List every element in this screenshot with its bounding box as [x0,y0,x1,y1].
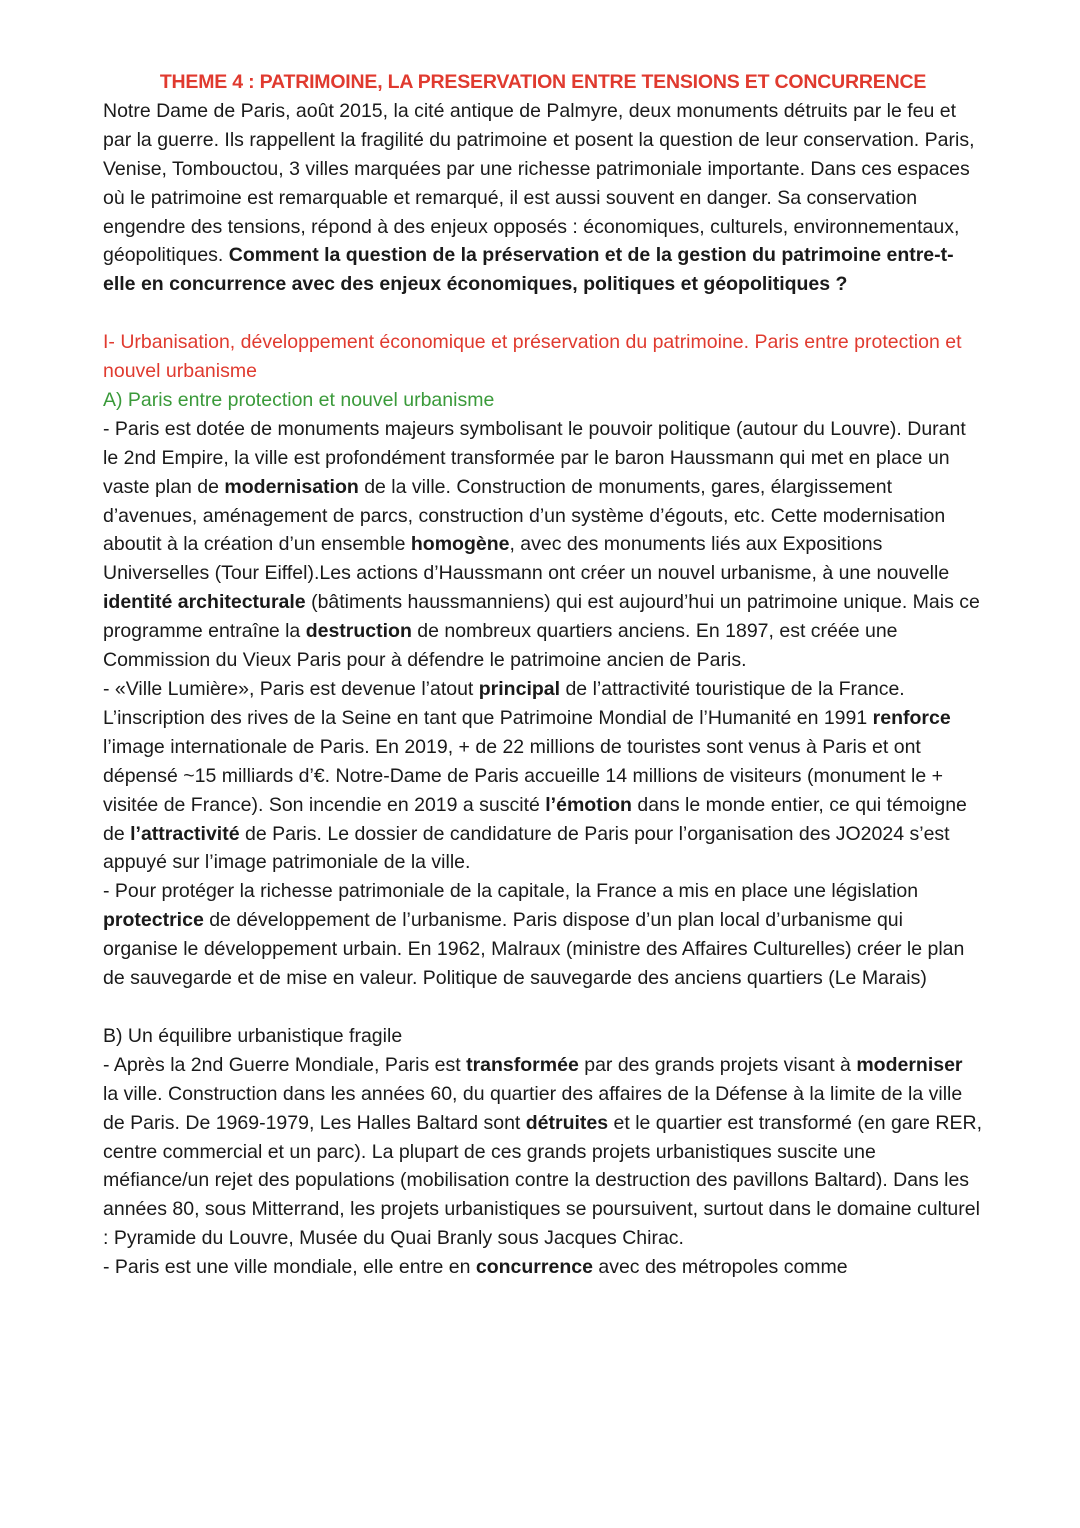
text-run: - Paris est une ville mondiale, elle entre en [103,1256,476,1279]
text-run: de l’attractivité touristique de la France. L’inscription des rives de la Seine en tant que Patrimoine Mondial de l’Humanité en 1991 [103,678,905,729]
paragraph-monuments [103,415,983,675]
section-heading: I- Urbanisation, développement économique et préservation du patrimoine. Paris entre protection et nouvel urbanisme [103,331,962,383]
bold-run: l’émotion [545,793,632,816]
document-title: THEME 4 : PATRIMOINE, LA PRESERVATION ENTRE TENSIONS ET CONCURRENCE [159,71,927,93]
text-run: (bâtiments haussmanniens) qui est aujourd’hui un patrimoine unique. Mais ce programme entraîne la [103,591,980,643]
text-run: - Après la 2nd Guerre Mondiale, Paris est [103,1053,467,1076]
bold-run: principal [478,678,561,701]
paragraph-ville-mondiale [103,1253,983,1282]
text-run: de développement de l’urbanisme. Paris dispose d’un plan local d’urbanisme qui organise le développement urbain. En 1962, Malraux (ministre des Affaires Culturelles) créer le plan de sauvegarde et de mise en valeur. Politique de sauvegarde des anciens quartiers (Le Marais) [103,909,965,990]
text-run: avec des métropoles comme [592,1256,848,1279]
bold-run: destruction [305,620,412,643]
subsection-b-heading: B) Un équilibre urbanistique fragile [103,1024,403,1047]
bold-run: l’attractivité [130,822,240,845]
bold-run: concurrence [475,1256,593,1279]
bold-run: modernisation [224,475,359,498]
intro-text: Notre Dame de Paris, août 2015, la cité antique de Palmyre, deux monuments détruits par le feu et par la guerre. Ils rappellent la fragilité du patrimoine et posent la question de leur conservation. Paris, Venise, Tombouctou, 3 villes marquées par une richesse patrimoniale importante. Dans ces espaces où le patrimoine est remarquable et remarqué, il est aussi souvent en danger. Sa conservation engendre des tensions, répond à des enjeux opposés : économiques, culturels, environnementaux, géopolitiques. [103,99,975,267]
bold-run: protectrice [103,909,204,932]
document-body [103,68,983,1282]
text-run: - «Ville Lumière», Paris est devenue l’atout [103,678,479,701]
spacer [103,299,983,328]
paragraph-post-war [103,1051,983,1253]
bold-run: transformée [466,1053,579,1076]
text-run: l’image internationale de Paris. En 2019, + de 22 millions de touristes sont venus à Paris et ont dépensé ~15 milliards d’€. Notre-Dame de Paris accueille 14 millions de visiteurs (monument le + visitée de France). Son incendie en 2019 a suscité [103,735,943,816]
text-run: de Paris. Le dossier de candidature de Paris pour l’organisation des JO2024 s’est appuyé sur l’image patrimoniale de la ville. [103,822,950,874]
intro-paragraph [103,97,983,299]
text-run: la ville. Construction dans les années 60, du quartier des affaires de la Défense à la limite de la ville de Paris. De 1969-1979, Les Halles Baltard sont [103,1082,963,1134]
text-run: et le quartier est transformé (en gare RER, centre commercial et un parc). La plupart de ces grands projets urbanistiques suscite une méfiance/un rejet des populations (mobilisation contre la destruction des pavillons Baltard). Dans les années 80, sous Mitterrand, les projets urbanistiques se poursuivent, surtout dans le domaine culturel : Pyramide du Louvre, Musée du Quai Branly sous Jacques Chirac. [103,1111,983,1250]
text-run: - Pour protéger la richesse patrimoniale de la capitale, la France a mis en place une législation [103,880,919,903]
text-run: de nombreux quartiers anciens. En 1897, est créée une Commission du Vieux Paris pour à défendre le patrimoine ancien de Paris. [103,620,898,672]
bold-run: moderniser [856,1053,963,1076]
spacer [103,993,983,1022]
paragraph-legislation [103,877,983,993]
text-run: dans le monde entier, ce qui témoigne de [103,793,967,845]
bold-run: homogène [410,533,510,556]
text-run: , avec des monuments liés aux Expositions Universelles (Tour Eiffel).Les actions d’Haussmann ont créer un nouvel urbanisme, à une nouvelle [103,533,950,585]
bold-run: identité architecturale [103,591,306,614]
paragraph-ville-lumiere [103,675,983,877]
text-run: de la ville. Construction de monuments, gares, élargissement d’avenues, aménagement de parcs, construction d’un système d’égouts, etc. Cette modernisation aboutit à la création d’un ensemble [103,475,946,556]
text-run: par des grands projets visant à [578,1053,857,1076]
bold-run: détruites [525,1111,609,1134]
intro-question: Comment la question de la préservation et de la gestion du patrimoine entre-t-elle en concurrence avec des enjeux économiques, politiques et géopolitiques ? [103,244,954,296]
bold-run: renforce [872,706,951,729]
subsection-a-heading: A) Paris entre protection et nouvel urbanisme [103,388,495,411]
text-run: - Paris est dotée de monuments majeurs symbolisant le pouvoir politique (autour du Louvre). Durant le 2nd Empire, la ville est profondément transformée par le baron Haussmann qui met en place un vaste plan de [103,417,966,498]
